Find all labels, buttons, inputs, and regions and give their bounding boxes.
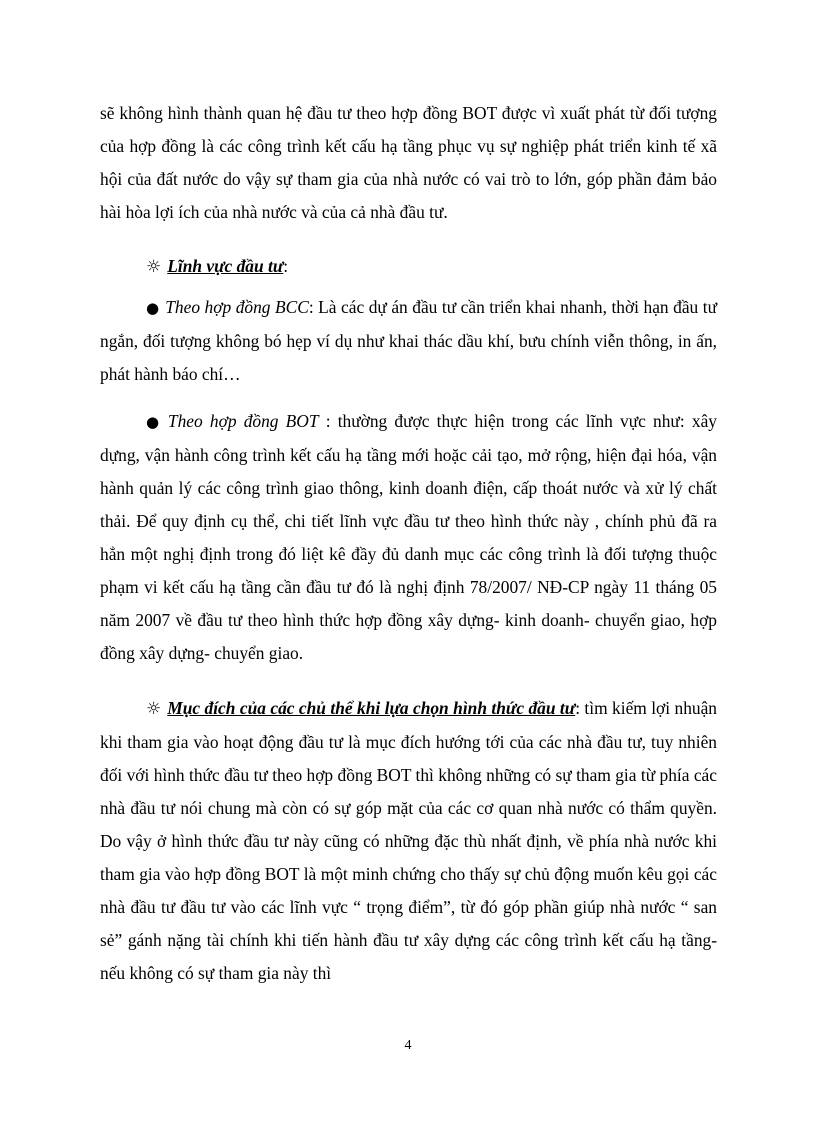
section-text: : tìm kiếm lợi nhuận khi tham gia vào hoạt động đầu tư là mục đích hướng tới của các nhà đầu tư, tuy nhiên đối với hình thức đầu tư theo hợp đồng BOT thì không những có sự tham gia từ phía các nhà đầu tư nói chung mà còn có sự góp mặt của các cơ quan nhà nước có thẩm quyền. Do vậy ở hình thức đầu tư này cũng có những đặc thù nhất định, về phía nhà nước khi tham gia vào hợp đồng BOT là một minh chứng cho thấy sự chủ động muốn kêu gọi các nhà đầu tư đầu tư vào các lĩnh vực “ trọng điểm”, từ đó góp phần giúp nhà nước “ san sẻ” gánh nặng tài chính khi tiến hành đầu tư xây dựng các công trình kết cấu hạ tầng- nếu không có sự tham gia này thì xyxy=(100,698,717,983)
heading-text: Lĩnh vực đầu tư xyxy=(167,256,284,276)
paragraph-intro: sẽ không hình thành quan hệ đầu tư theo hợp đồng BOT được vì xuất phát từ đối tượng của hợp đồng là các công trình kết cấu hạ tầng phục vụ sự nghiệp phát triển kinh tế xã hội của đất nước do vậy sự tham gia của nhà nước có vai trò to lớn, góp phần đảm bảo hài hòa lợi ích của nhà nước và của cả nhà đầu tư. xyxy=(100,103,717,222)
sun-icon: ☼ xyxy=(146,699,162,719)
bullet-icon: ● xyxy=(146,299,160,317)
list-item-text: : Là các dự án đầu tư cần triển khai nhanh, thời hạn đầu tư ngắn, đối tượng không bó hẹp ví dụ như khai thác dầu khí, bưu chính viễn thông, in ấn, phát hành báo chí… xyxy=(100,297,717,384)
list-item-bcc xyxy=(100,291,717,391)
list-item-label: Theo hợp đồng BOT xyxy=(167,411,319,431)
heading-text: Mục đích của các chủ thể khi lựa chọn hình thức đầu tư xyxy=(167,698,576,718)
list-item-bot xyxy=(100,405,717,670)
page-number: 4 xyxy=(404,1038,412,1053)
section-purpose xyxy=(100,692,717,990)
section-heading-field: ☼ Lĩnh vực đầu tư: xyxy=(146,256,289,277)
list-item-label: Theo hợp đồng BCC xyxy=(165,297,309,317)
sun-icon: ☼ xyxy=(146,257,162,277)
list-item-text: : thường được thực hiện trong các lĩnh vực như: xây dựng, vận hành công trình kết cấu hạ tầng mới hoặc cải tạo, mở rộng, hiện đại hóa, vận hành quản lý các công trình giao thông, kinh doanh điện, cấp thoát nước và xử lý chất thải. Để quy định cụ thể, chi tiết lĩnh vực đầu tư theo hình thức này , chính phủ đã ra hẳn một nghị định trong đó liệt kê đầy đủ danh mục các công trình là đối tượng thuộc phạm vi kết cấu hạ tầng cần đầu tư đó là nghị định 78/2007/ NĐ-CP ngày 11 tháng 05 năm 2007 về đầu tư theo hình thức hợp đồng xây dựng- kinh doanh- chuyển giao, hợp đồng xây dựng- chuyển giao. xyxy=(100,411,717,663)
bullet-icon: ● xyxy=(146,413,162,431)
